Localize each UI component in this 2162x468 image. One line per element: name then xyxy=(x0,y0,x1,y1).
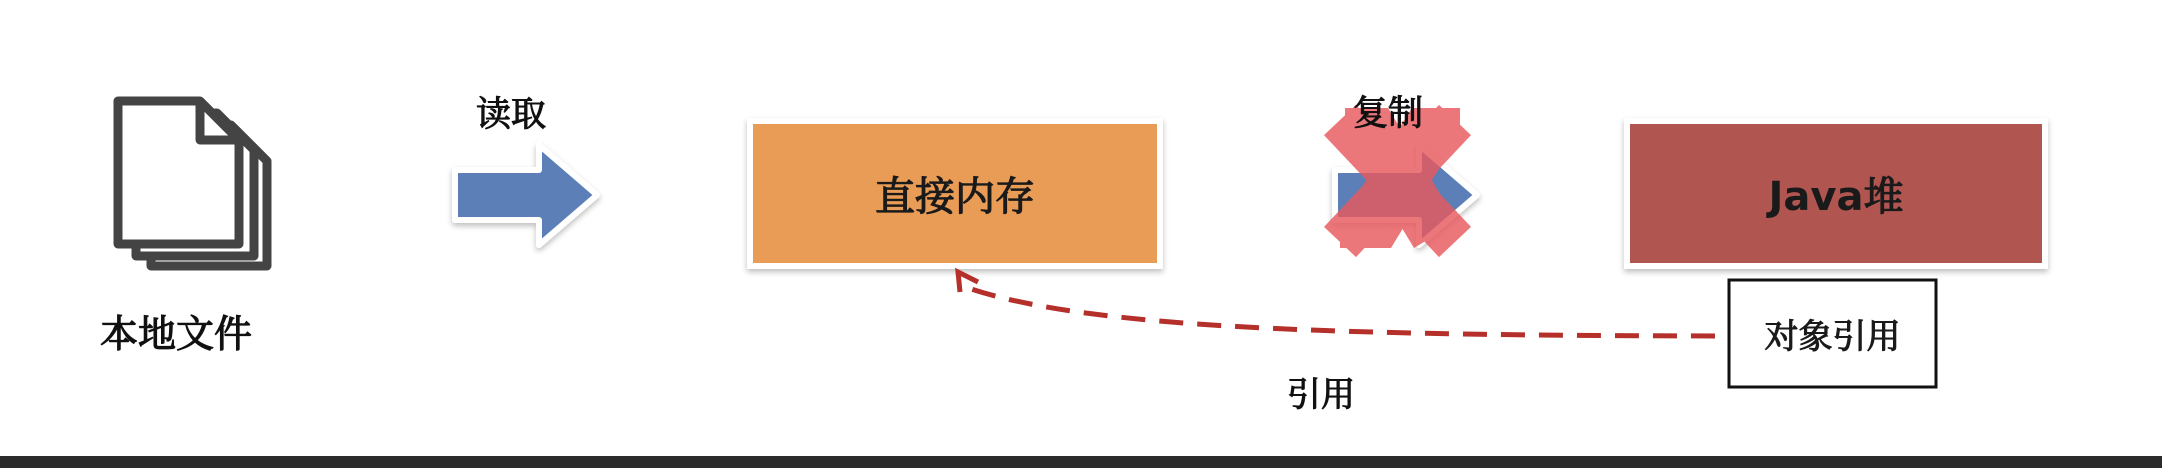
documents-icon xyxy=(118,101,267,266)
direct-memory-box: 直接内存 xyxy=(875,174,1035,220)
bottom-bar xyxy=(0,456,2162,468)
copy-label: 复制 xyxy=(1353,94,1424,134)
reference-label: 引用 xyxy=(1287,375,1355,415)
object-reference-box: 对象引用 xyxy=(1764,317,1901,357)
read-label: 读取 xyxy=(476,95,547,135)
read-arrow xyxy=(455,145,597,245)
reference-dashed-line xyxy=(960,285,1715,336)
java-heap-box: Java堆 xyxy=(1768,174,1904,220)
local-file-label: 本地文件 xyxy=(100,312,253,356)
